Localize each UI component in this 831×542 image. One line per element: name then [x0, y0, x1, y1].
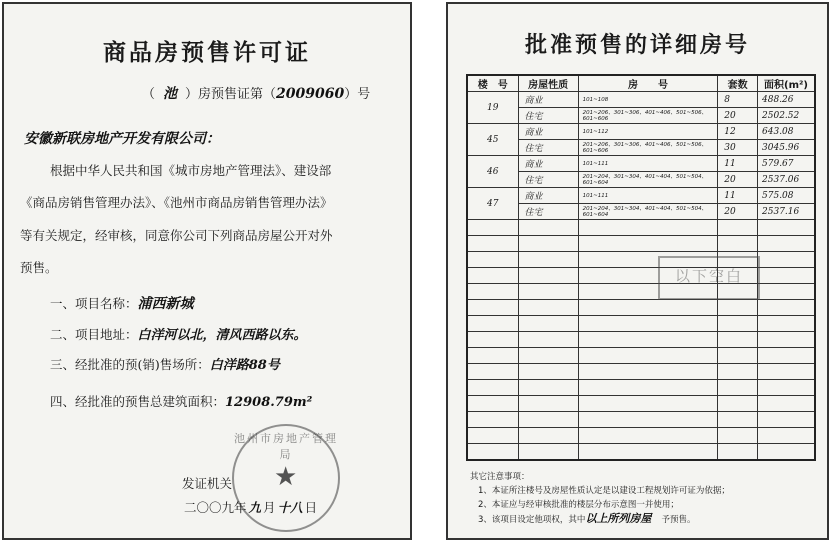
empty-cell	[718, 300, 758, 316]
floor-area: 2537.06	[758, 172, 815, 188]
empty-cell	[467, 380, 518, 396]
empty-cell	[578, 428, 718, 444]
item-label: 一、项目名称：	[50, 296, 138, 311]
empty-cell	[758, 268, 815, 284]
empty-cell	[578, 316, 718, 332]
item-value: 12908.79m²	[225, 395, 313, 410]
empty-cell	[467, 444, 518, 461]
cert-char: 池	[163, 86, 178, 102]
floor-area: 488.26	[758, 92, 815, 108]
empty-cell	[718, 412, 758, 428]
room-numbers: 101~112	[578, 124, 718, 140]
item-label: 三、经批准的预(销)售场所：	[50, 357, 210, 372]
table-row	[467, 140, 815, 156]
empty-cell	[467, 396, 518, 412]
item-value: 白洋路88号	[209, 358, 280, 373]
empty-cell	[758, 252, 815, 268]
empty-cell	[758, 428, 815, 444]
building-number: 47	[467, 188, 518, 220]
floor-area: 2502.52	[758, 108, 815, 124]
note3-post: 予预售。	[661, 515, 696, 525]
date-day: 十八	[277, 500, 303, 515]
floor-area: 579.67	[758, 156, 815, 172]
blank-rows	[467, 220, 815, 461]
empty-table-row	[467, 332, 815, 348]
table-row	[467, 188, 815, 204]
empty-cell	[467, 252, 518, 268]
empty-table-row	[467, 412, 815, 428]
unit-count: 20	[718, 108, 758, 124]
note3-mid: 设定他项权，其中	[517, 515, 586, 525]
date-day-suffix: 日	[304, 500, 318, 515]
empty-cell	[518, 348, 578, 364]
empty-cell	[467, 348, 518, 364]
room-table	[466, 74, 816, 461]
item-project-address	[50, 324, 307, 343]
unit-count: 20	[718, 172, 758, 188]
item-total-area	[50, 392, 312, 410]
empty-cell	[758, 380, 815, 396]
note3-pre: 3、该项目	[478, 515, 518, 525]
seal-text: 池州市房地产管理局	[234, 432, 338, 461]
property-type: 住宅	[518, 204, 578, 220]
empty-table-row	[467, 236, 815, 252]
cert-suffix: ）号	[344, 87, 371, 102]
property-type: 商业	[518, 188, 578, 204]
unit-count: 12	[718, 124, 758, 140]
empty-table-row	[467, 268, 815, 284]
table-row	[467, 124, 815, 140]
certificate-number-line	[142, 83, 370, 103]
note3-hand: 以上所列房屋	[585, 512, 652, 525]
empty-cell	[718, 332, 758, 348]
empty-table-row	[467, 348, 815, 364]
empty-cell	[467, 316, 518, 332]
empty-cell	[467, 284, 518, 300]
empty-cell	[758, 332, 815, 348]
date-month-suffix: 月	[263, 500, 276, 515]
note-item: 1、本证所注楼号及房屋性质认定是以建设工程规划许可证为依据；	[478, 486, 730, 496]
empty-cell	[718, 220, 758, 236]
empty-cell	[578, 332, 718, 348]
empty-cell	[467, 412, 518, 428]
building-number: 45	[467, 124, 518, 156]
empty-cell	[578, 300, 718, 316]
building-number: 19	[467, 92, 518, 124]
item-project-name	[50, 293, 194, 313]
empty-cell	[718, 428, 758, 444]
room-numbers: 101~111	[578, 188, 718, 204]
empty-cell	[467, 364, 518, 380]
body-line-3: 等有关规定，经审核，同意你公司下列商品房屋公开对外	[20, 228, 333, 243]
empty-cell	[518, 300, 578, 316]
empty-table-row	[467, 380, 815, 396]
property-type: 商业	[518, 92, 578, 108]
empty-cell	[758, 348, 815, 364]
empty-table-row	[467, 300, 815, 316]
empty-cell	[758, 444, 815, 461]
col-count: 套数	[718, 75, 758, 92]
room-numbers: 201~206、301~306、401~406、501~506、601~606	[578, 108, 718, 124]
empty-cell	[467, 300, 518, 316]
table-row	[467, 204, 815, 220]
unit-count: 11	[718, 188, 758, 204]
permit-certificate-page	[2, 2, 412, 540]
table-row	[467, 156, 815, 172]
body-line-1: 根据中华人民共和国《城市房地产管理法》、建设部	[50, 163, 332, 178]
issuer-label: 发证机关	[182, 476, 233, 491]
room-numbers: 201~204、301~304、401~404、501~504、601~604	[578, 204, 718, 220]
cert-mid: ）房预售证第（	[185, 87, 277, 102]
empty-table-row	[467, 428, 815, 444]
property-type: 住宅	[518, 140, 578, 156]
cert-prefix: （	[142, 87, 156, 102]
notes-title: 其它注意事项：	[470, 472, 530, 482]
col-area: 面积(m²)	[758, 75, 815, 92]
empty-table-row	[467, 444, 815, 461]
floor-area: 3045.96	[758, 140, 815, 156]
empty-cell	[467, 428, 518, 444]
empty-cell	[758, 220, 815, 236]
empty-cell	[518, 284, 578, 300]
property-type: 商业	[518, 156, 578, 172]
empty-table-row	[467, 316, 815, 332]
table-row	[467, 92, 815, 108]
empty-cell	[758, 364, 815, 380]
empty-cell	[467, 332, 518, 348]
item-value: 浦西新城	[137, 296, 194, 312]
table-header-row	[467, 75, 815, 92]
cert-number: 2009060	[276, 86, 345, 102]
empty-cell	[578, 364, 718, 380]
item-value: 白洋河以北，清风西路以东。	[137, 328, 307, 343]
date-month: 九	[248, 500, 262, 515]
room-numbers: 101~111	[578, 156, 718, 172]
empty-cell	[467, 236, 518, 252]
note-item-3	[470, 512, 730, 527]
unit-count: 11	[718, 156, 758, 172]
empty-table-row	[467, 364, 815, 380]
floor-area: 643.08	[758, 124, 815, 140]
empty-cell	[578, 396, 718, 412]
room-numbers: 201~204、301~304、401~404、501~504、601~604	[578, 172, 718, 188]
seal-star-icon: ★	[274, 462, 298, 492]
empty-cell	[578, 412, 718, 428]
room-list-title: 批准预售的详细房号	[524, 33, 750, 58]
col-rooms: 房 号	[578, 75, 718, 92]
empty-table-row	[467, 284, 815, 300]
empty-cell	[518, 412, 578, 428]
unit-count: 20	[718, 204, 758, 220]
empty-cell	[758, 316, 815, 332]
empty-cell	[518, 236, 578, 252]
issue-date	[184, 498, 317, 516]
empty-cell	[518, 268, 578, 284]
empty-cell	[758, 300, 815, 316]
empty-cell	[578, 444, 718, 461]
empty-cell	[718, 444, 758, 461]
building-number: 46	[467, 156, 518, 188]
empty-cell	[578, 348, 718, 364]
floor-area: 2537.16	[758, 204, 815, 220]
date-year-suffix: 年	[234, 500, 247, 515]
empty-cell	[718, 396, 758, 412]
empty-cell	[758, 284, 815, 300]
room-numbers: 101~108	[578, 92, 718, 108]
empty-cell	[467, 220, 518, 236]
property-type: 住宅	[518, 172, 578, 188]
date-year: 二〇〇九	[184, 500, 235, 515]
empty-cell	[518, 252, 578, 268]
unit-count: 8	[718, 92, 758, 108]
empty-cell	[518, 332, 578, 348]
col-building: 楼 号	[467, 75, 518, 92]
property-type: 商业	[518, 124, 578, 140]
empty-cell	[578, 220, 718, 236]
empty-cell	[518, 316, 578, 332]
property-type: 住宅	[518, 108, 578, 124]
empty-cell	[518, 428, 578, 444]
empty-cell	[758, 236, 815, 252]
empty-cell	[758, 412, 815, 428]
empty-cell	[758, 396, 815, 412]
empty-cell	[578, 236, 718, 252]
empty-cell	[518, 396, 578, 412]
empty-cell	[718, 364, 758, 380]
company-name: 安徽新联房地产开发有限公司：	[24, 131, 220, 147]
empty-cell	[467, 268, 518, 284]
empty-cell	[718, 380, 758, 396]
empty-table-row	[467, 220, 815, 236]
room-list-page	[446, 2, 829, 540]
item-label: 二、项目地址：	[50, 327, 138, 342]
table-row	[467, 108, 815, 124]
empty-table-row	[467, 396, 815, 412]
body-line-2: 《商品房销售管理办法》、《池州市商品房销售管理办法》	[20, 195, 333, 210]
item-sales-location	[50, 354, 280, 373]
empty-cell	[518, 380, 578, 396]
item-label: 四、经批准的预售总建筑面积：	[50, 394, 226, 409]
empty-cell	[718, 348, 758, 364]
empty-cell	[518, 220, 578, 236]
unit-count: 30	[718, 140, 758, 156]
blank-below-stamp: 以下空白	[658, 256, 760, 300]
certificate-title: 商品房预售许可证	[103, 40, 311, 66]
empty-cell	[518, 364, 578, 380]
notes-section	[470, 470, 730, 527]
col-type: 房屋性质	[518, 75, 578, 92]
empty-table-row	[467, 252, 815, 268]
table-row	[467, 172, 815, 188]
empty-cell	[578, 380, 718, 396]
room-numbers: 201~206、301~306、401~406、501~506、601~606	[578, 140, 718, 156]
empty-cell	[718, 236, 758, 252]
empty-cell	[518, 444, 578, 461]
body-line-4: 预售。	[20, 260, 58, 275]
floor-area: 575.08	[758, 188, 815, 204]
empty-cell	[718, 316, 758, 332]
note-item: 2、本证应与经审核批准的楼层分布示意图一并使用；	[478, 500, 679, 510]
